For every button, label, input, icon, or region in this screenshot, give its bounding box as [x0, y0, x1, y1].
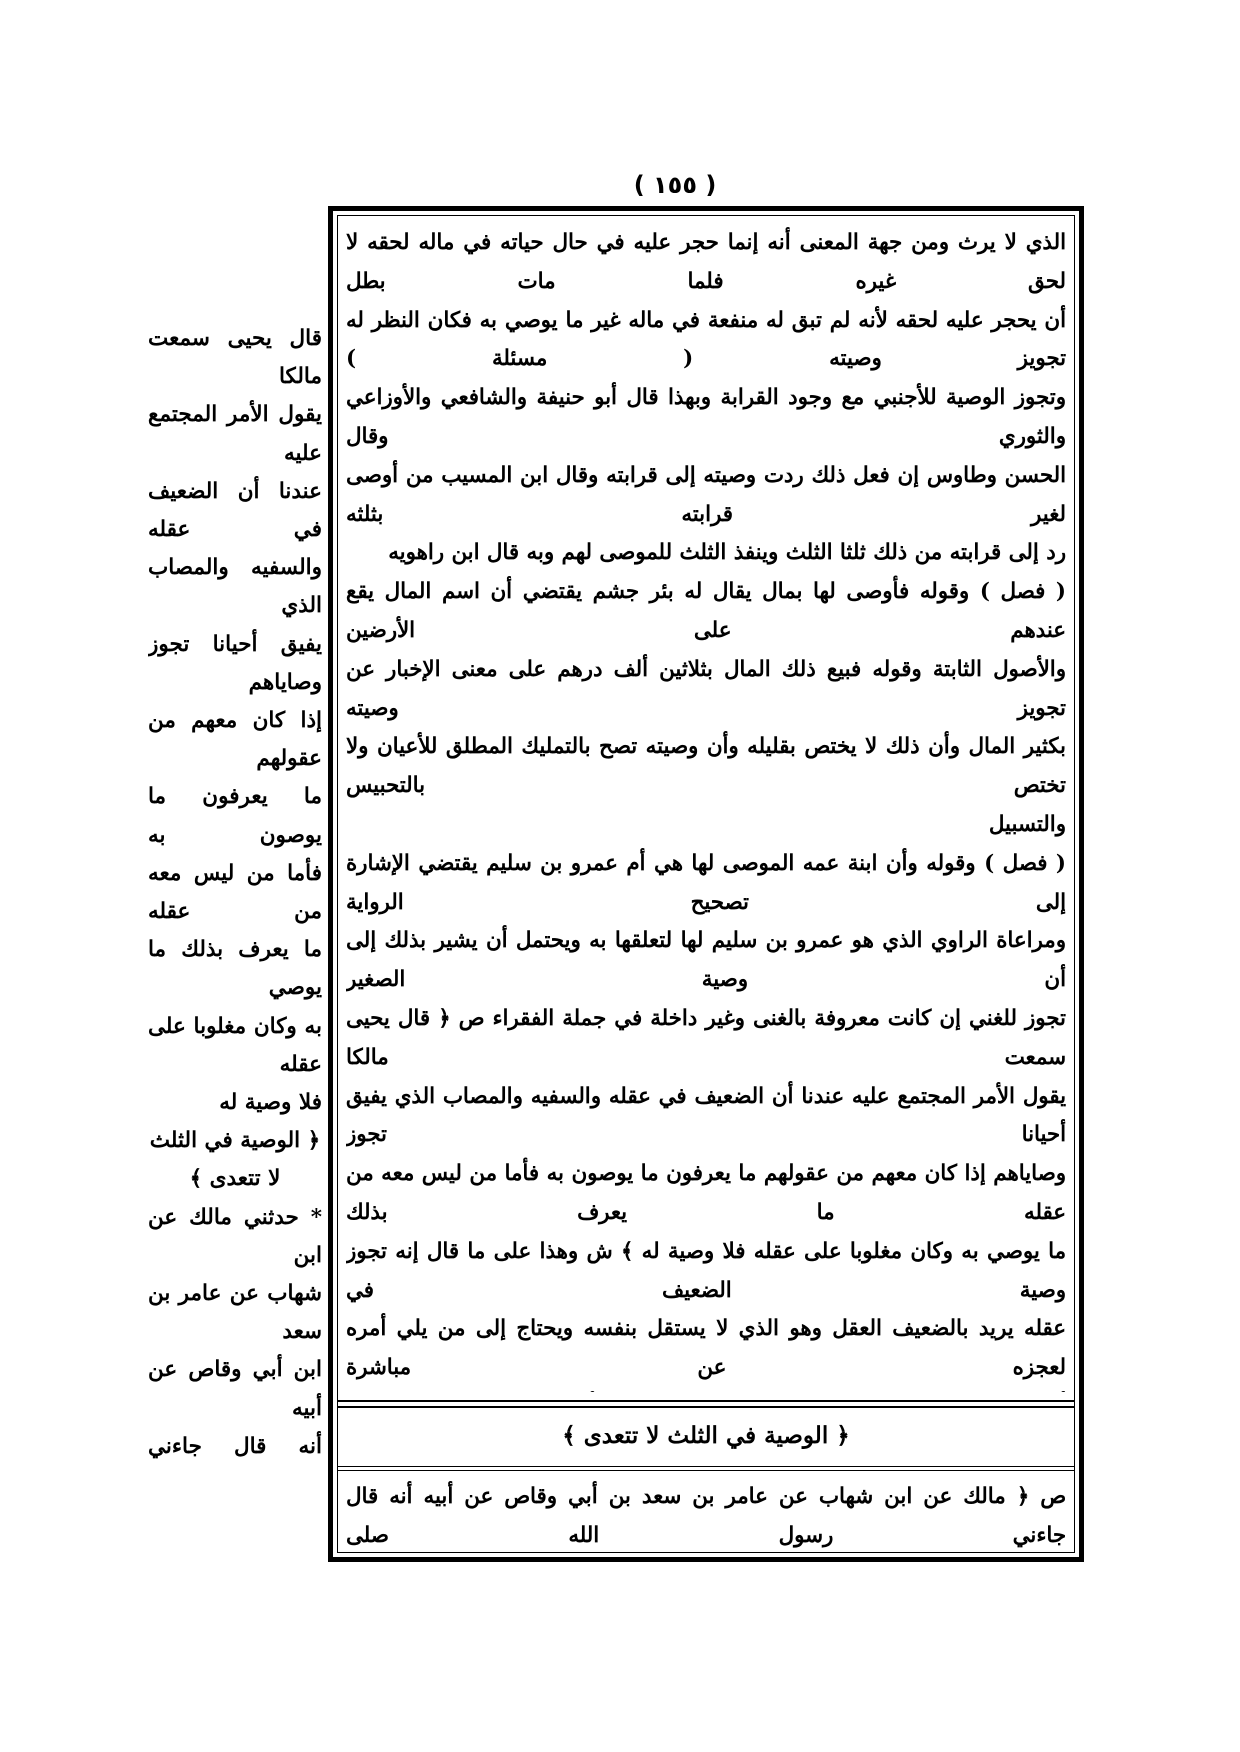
commentary-line: والأصول الثابتة وقوله فبيع ذلك المال بثلاثين ألف درهم على معنى الإخبار عن تجويز وصيته: [346, 656, 1066, 721]
hadith-line: ص ﴿ مالك عن ابن شهاب عن عامر بن سعد بن أبي وقاص عن أبيه أنه قال جاءني رسول الله صلى: [346, 1484, 1066, 1548]
commentary-line: الذي لا يرث ومن جهة المعنى أنه إنما حجر عليه في حال حياته في ماله لحقه لا لحق غيره فلما مات بطل: [346, 230, 1066, 294]
margin-line: أنه قال جاءني: [148, 1433, 322, 1459]
margin-line: فأما من ليس معه من عقله: [148, 860, 322, 925]
section-heading: ﴿ الوصية في الثلث لا تتعدى ﴾: [562, 1422, 850, 1449]
margin-line: والسفيه والمصاب الذي: [148, 555, 322, 619]
margin-line: ما يعرفون ما يوصون به: [148, 784, 322, 848]
margin-line: يفيق أحيانا تجوز وصاياهم: [148, 631, 322, 695]
commentary-line: أن يحجر عليه لحقه لأنه لم تبق له منفعة في ماله غير ما يوصي به فكان النظر له تجويز وصيته ( مسئلة ): [346, 307, 1066, 372]
margin-line: شهاب عن عامر بن سعد: [148, 1281, 322, 1345]
margin-line: إذا كان معهم من عقولهم: [148, 708, 322, 772]
commentary-line: وتجوز الوصية للأجنبي مع وجود القرابة وبهذا قال أبو حنيفة والشافعي والأوزاعي والثوري وقال: [346, 385, 1066, 449]
page-number: ( ١٥٥ ): [633, 171, 717, 199]
main-text-frame: [328, 206, 1084, 1562]
margin-line: ما يعرف بذلك ما يوصي: [148, 937, 322, 1001]
commentary-line: ما يوصي به وكان مغلوبا على عقله فلا وصية له ﴾ ش وهذا على ما قال إنه تجوز وصية الضعيف في: [346, 1238, 1066, 1303]
margin-line: يقول الأمر المجتمع عليه: [148, 402, 322, 466]
commentary-line: تجوز للغني إن كانت معروفة بالغنى وغير داخلة في جملة الفقراء ص ﴿ قال يحيى سمعت مالكا: [346, 1005, 1066, 1070]
margin-line: به وكان مغلوبا على عقله: [148, 1013, 322, 1077]
margin-line: ابن أبي وقاص عن أبيه: [148, 1357, 322, 1421]
commentary-line: وصاياهم إذا كان معهم من عقولهم ما يعرفون ما يوصون به فأما من ليس معه من عقله ما يعرف بذلك: [346, 1161, 1066, 1225]
commentary-line: ( فصل ) وقوله فأوصى لها بمال يقال له بئر جشم يقتضي أن اسم المال يقع عندهم على الأرضين: [346, 579, 1066, 643]
heading-divider: [338, 1466, 1074, 1471]
commentary-line: يقول الأمر المجتمع عليه عندنا أن الضعيف في عقله والسفيه والمصاب الذي يفيق أحيانا تجوز: [346, 1083, 1066, 1148]
commentary-line: ( فصل ) وقوله وأن ابنة عمه الموصى لها هي أم عمرو بن سليم يقتضي الإشارة إلى تصحيح الرواية: [346, 850, 1066, 915]
margin-line: عندنا أن الضعيف في عقله: [148, 478, 322, 543]
margin-text-column: [148, 320, 322, 1460]
margin-heading: ﴿ الوصية في الثلث: [149, 1128, 321, 1154]
commentary-text: [346, 224, 1066, 1392]
commentary-line: ومراعاة الراوي الذي هو عمرو بن سليم لها لتعلقها به ويحتمل أن يشير بذلك إلى أن وصية الصغير: [346, 928, 1066, 993]
margin-heading: لا تتعدى ﴾: [189, 1166, 281, 1192]
hadith-line: [346, 1555, 1066, 1562]
inner-frame-border: [337, 215, 1075, 1553]
commentary-line: بكثير المال وأن ذلك لا يختص بقليله وأن وصيته تصح بالتمليك المطلق للأعيان ولا تختص بالتحبيس: [346, 734, 1066, 799]
section-divider: [338, 1400, 1074, 1408]
margin-line: * حدثني مالك عن ابن: [148, 1204, 322, 1268]
commentary-line: رد إلى قرابته من ذلك ثلثا الثلث وينفذ الثلث للموصى لهم وبه قال ابن راهويه: [388, 540, 1066, 566]
margin-line: قال يحيى سمعت مالكا: [148, 326, 322, 390]
commentary-line: الحسن وطاوس إن فعل ذلك ردت وصيته إلى قرابته وقال ابن المسيب من أوصى لغير قرابته بثلثه: [346, 462, 1066, 527]
commentary-line: والتسبيل: [988, 811, 1066, 837]
commentary-line: [346, 1388, 1066, 1392]
commentary-line: عقله يريد بالضعيف العقل وهو الذي لا يستقل بنفسه ويحتاج إلى من يلي أمره لعجزه عن مباشرة: [346, 1316, 1066, 1381]
hadith-text: [346, 1478, 1066, 1562]
margin-line: فلا وصية له: [219, 1090, 322, 1116]
